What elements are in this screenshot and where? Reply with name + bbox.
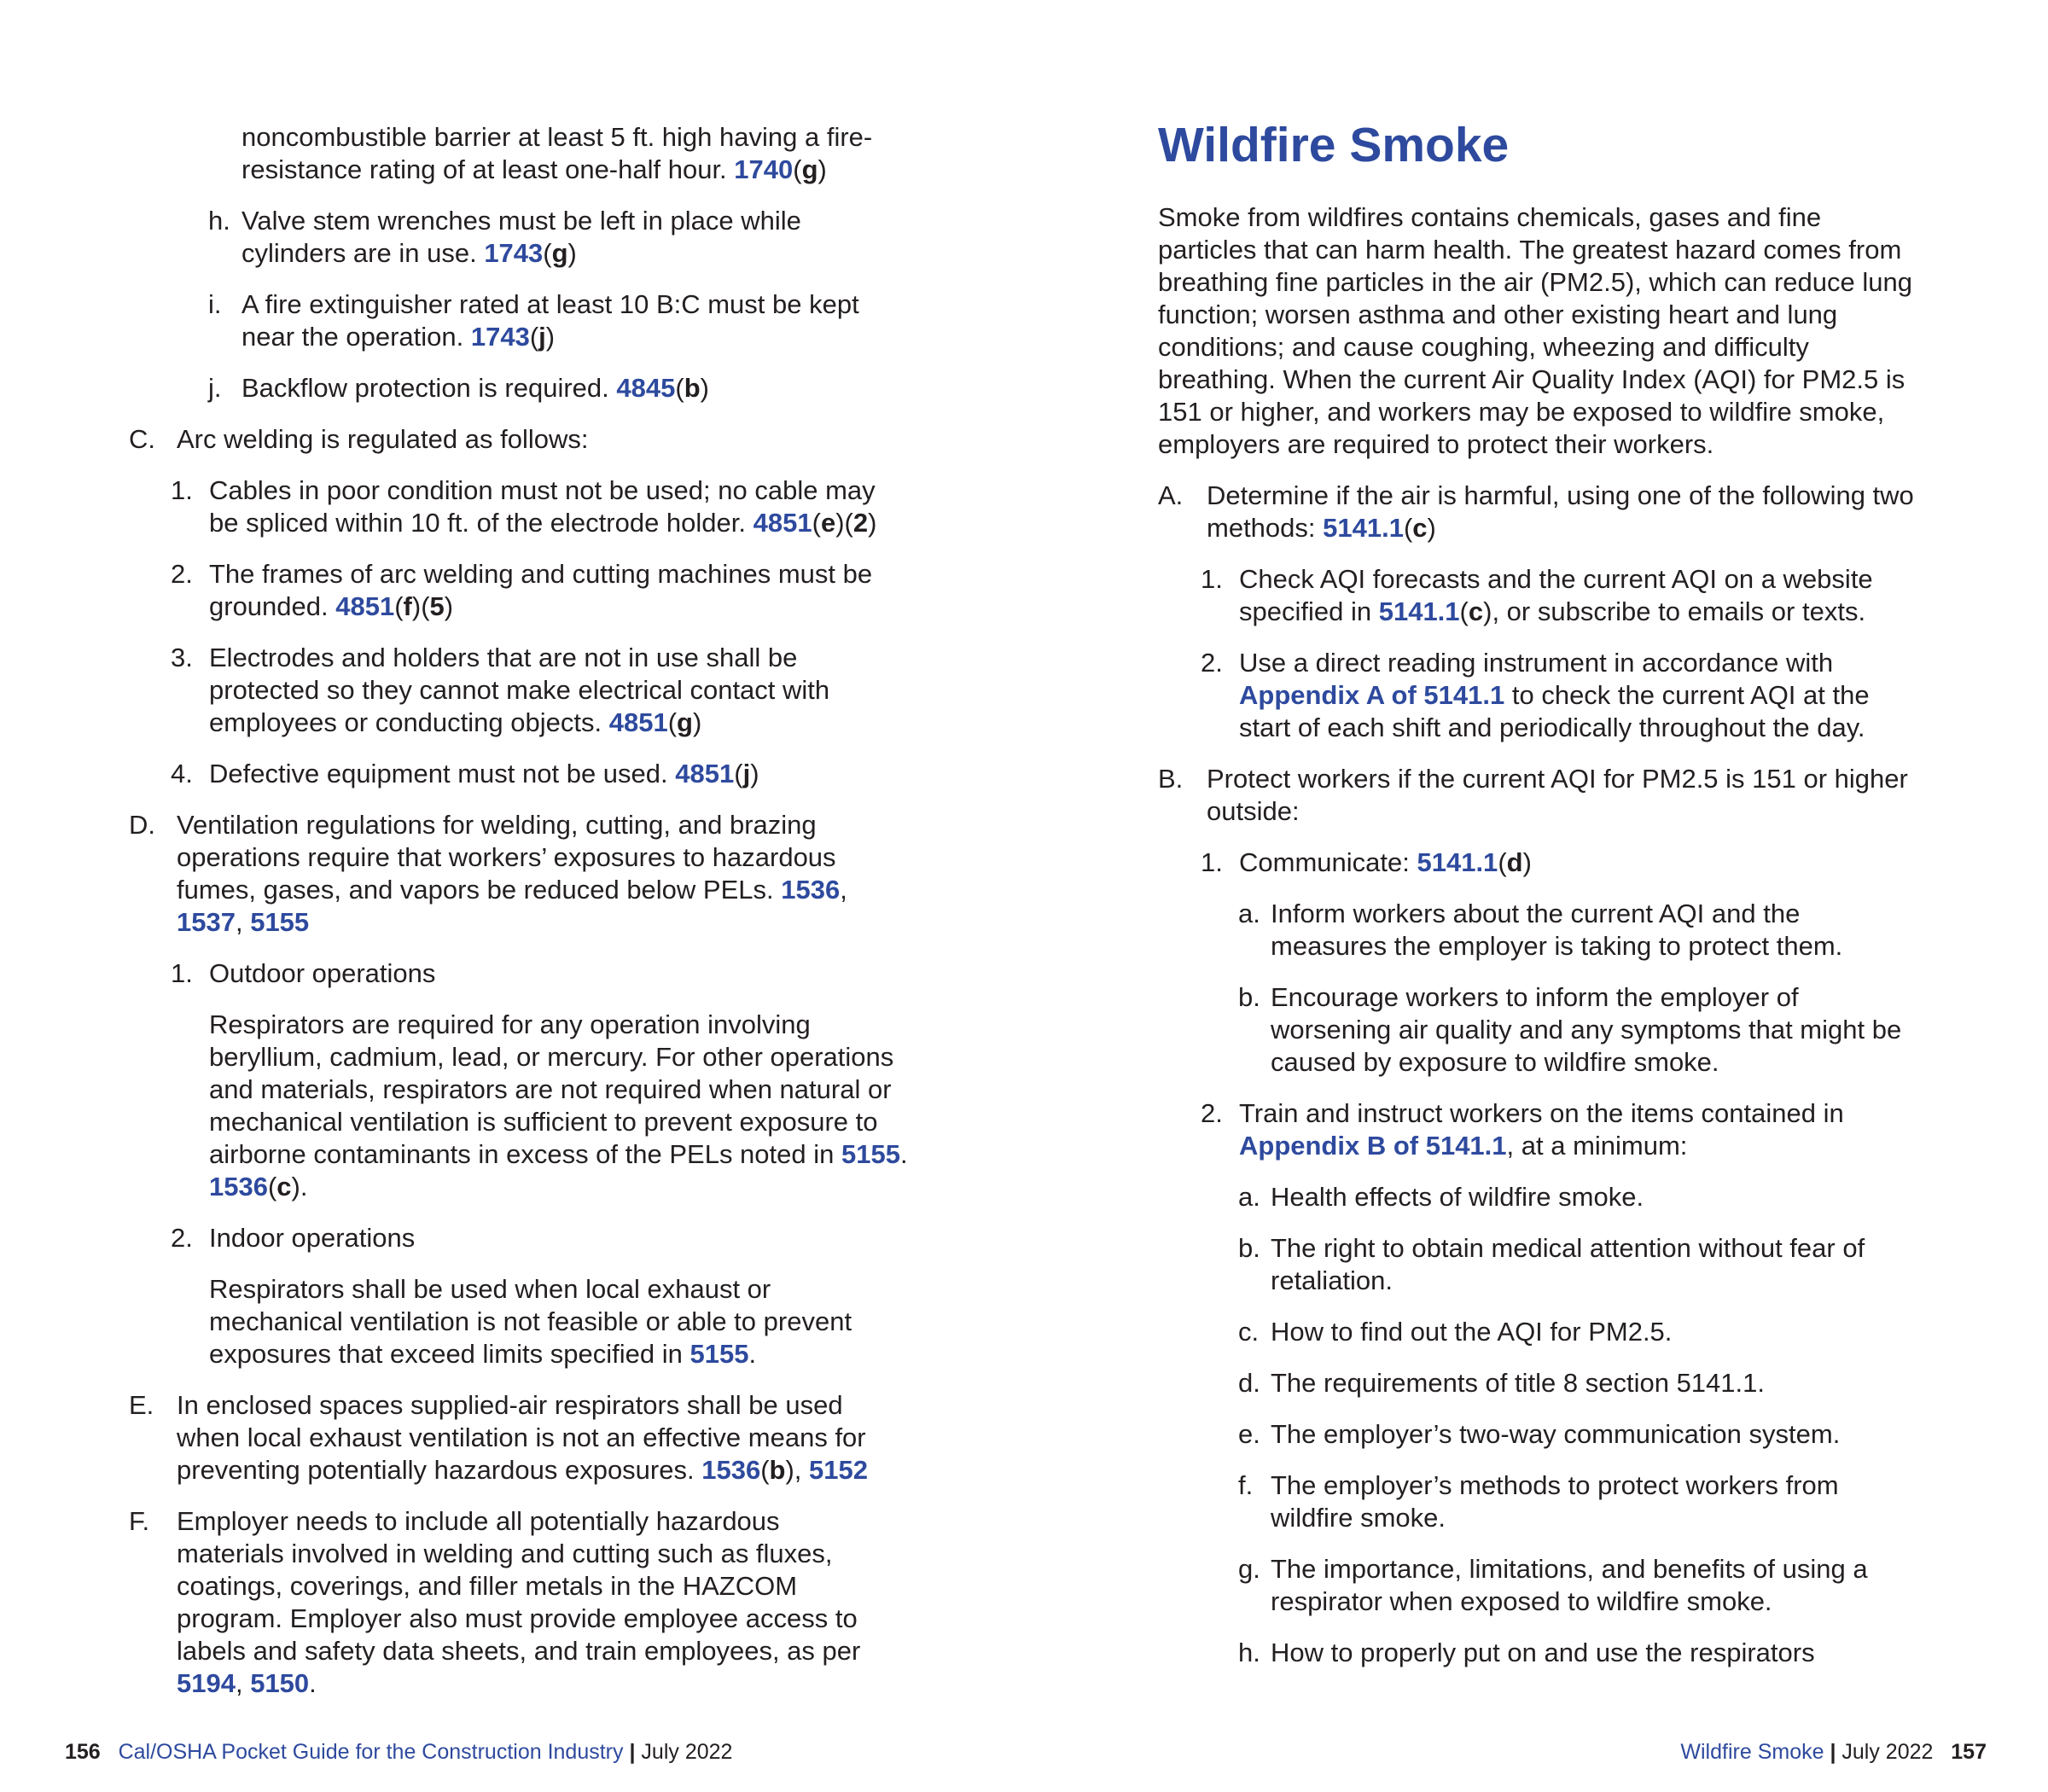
item-text: Valve stem wrenches must be left in place while cylinders are in use. (241, 206, 801, 268)
subsection-letter: g (551, 238, 568, 268)
item-text: noncombustible barrier at least 5 ft. high having a fire-resistance rating of at least one-half hour. (241, 122, 873, 184)
item-text: Health effects of wildfire smoke. (1271, 1182, 1644, 1212)
train-sub-f (1238, 1469, 1902, 1534)
section-ref-link[interactable]: 5155 (689, 1339, 749, 1369)
arc-item-2: 2. The frames of arc welding and cutting machines must be grounded. 4851(f)(5) (171, 559, 873, 621)
item-text: The importance, limitations, and benefits of using a respirator when exposed to wildfire smoke. (1271, 1554, 1868, 1616)
section-ref-link[interactable]: 5155 (841, 1139, 900, 1169)
item-text: Defective equipment must not be used. (209, 759, 668, 788)
item-label: 1. (1201, 564, 1223, 594)
item-label: i. (208, 289, 222, 319)
appendix-b-link[interactable]: Appendix B of 5141.1 (1239, 1131, 1507, 1161)
section-label: E. (129, 1390, 154, 1420)
section-ref-link[interactable]: 1537 (177, 907, 236, 937)
method-item-2 (1201, 647, 1913, 744)
footer-date: July 2022 (1841, 1740, 1934, 1764)
train-sub-b (1238, 1232, 1902, 1297)
section-ref-link[interactable]: 4845 (616, 373, 676, 403)
item-text: The employer’s two-way communication system. (1271, 1419, 1841, 1449)
subsection-letter: g (801, 154, 818, 184)
section-ref-link[interactable]: 5155 (250, 907, 310, 937)
item-label: c. (1238, 1317, 1260, 1347)
outdoor-operations-text: Respirators are required for any operation involving beryllium, cadmium, lead, or mercury. For other operations and materials, respirators are not required when natural or mechanical ventilation is sufficient to prevent exposure to airborne contaminants in excess of the PELs noted in 5155. 1536(c). (209, 1009, 908, 1201)
section-text: Ventilation regulations for welding, cutting, and brazing operations require that workers’ exposures to hazardous fumes, gases, and vapors be reduced below PELs. (177, 810, 836, 905)
item-label: 2. (1201, 1098, 1223, 1128)
item-label: 2. (171, 559, 193, 589)
section-text: Arc welding is regulated as follows: (177, 424, 589, 454)
section-b (1158, 763, 1932, 828)
section-ref-link[interactable]: 4851 (675, 759, 735, 788)
section-label: A. (1158, 480, 1184, 510)
section-d: D. Ventilation regulations for welding, cutting, and brazing operations require that workers’ exposures to hazardous fumes, gases, and vapors be reduced below PELs. 1536, 1537, 5155 (129, 810, 847, 937)
item-text: The requirements of title 8 section 5141.1. (1271, 1368, 1765, 1398)
item-label: j. (208, 373, 222, 403)
item-label: 2. (171, 1223, 193, 1253)
appendix-a-link[interactable]: Appendix A of 5141.1 (1239, 680, 1505, 710)
item-text: Electrodes and holders that are not in use shall be protected so they cannot make electrical contact with employees or conducting objects. (209, 643, 830, 737)
train-sub-e (1238, 1418, 1902, 1451)
subsection-letter: c (1412, 513, 1428, 543)
arc-item-1: 1. Cables in poor condition must not be used; no cable may be spliced within 10 ft. of the electrode holder. 4851(e)(2) (171, 475, 877, 538)
continued-item: noncombustible barrier at least 5 ft. high having a fire-resistance rating of at least one-half hour. 1740(g) (241, 122, 873, 184)
train-sub-d (1238, 1367, 1902, 1399)
footer-separator: | (1830, 1740, 1836, 1764)
section-f: F. Employer needs to include all potentially hazardous materials involved in welding and cutting such as fluxes, coatings, coverings, and filler metals in the HAZCOM program. Employer also must provide employee access to labels and safety data sheets, and train employees, as per 5194, 5150. (129, 1506, 861, 1698)
left-footer (65, 1739, 732, 1765)
section-ref-link[interactable]: 5150 (250, 1668, 310, 1698)
section-ref-link[interactable]: 1743 (484, 238, 544, 268)
item-label: b. (1238, 1233, 1260, 1263)
subsection-letter: e (820, 508, 836, 538)
section-ref-link[interactable]: 5141.1 (1417, 847, 1498, 877)
arc-item-4: 4. Defective equipment must not be used. 4851(j) (171, 759, 759, 788)
item-text: The right to obtain medical attention without fear of retaliation. (1271, 1233, 1865, 1295)
section-ref-link[interactable]: 4851 (753, 508, 812, 538)
section-ref-link[interactable]: 5141.1 (1378, 596, 1460, 626)
item-text: The employer’s methods to protect workers from wildfire smoke. (1271, 1470, 1839, 1533)
section-ref-link[interactable]: 1536 (209, 1172, 268, 1201)
item-text: to check the current AQI at the start of each shift and periodically throughout the day. (1239, 680, 1870, 742)
item-label: 1. (1201, 847, 1223, 877)
list-item-i: i. A fire extinguisher rated at least 10 B:C must be kept near the operation. 1743(j) (208, 289, 859, 352)
subsection-letter: j (742, 759, 751, 788)
train-sub-g (1238, 1553, 1902, 1618)
subsection-number: 2 (852, 508, 869, 538)
item-text: Train and instruct workers on the items contained in (1239, 1098, 1844, 1128)
item-text: Check AQI forecasts and the current AQI on a website specified in (1239, 564, 1873, 626)
indoor-operations-heading (171, 1222, 917, 1254)
item-label: b. (1238, 982, 1260, 1012)
section-label: C. (129, 424, 155, 454)
section-ref-link[interactable]: 1536 (701, 1455, 761, 1485)
page-number: 157 (1951, 1740, 1987, 1764)
item-label: a. (1238, 1182, 1260, 1212)
item-label: 1. (171, 958, 193, 988)
section-ref-link[interactable]: 5152 (809, 1455, 868, 1485)
intro-text: Smoke from wildfires contains chemicals, gases and fine particles that can harm health. The greatest hazard comes from breathing fine particles in the air (PM2.5), which can reduce lung function; worsen asthma and other existing heart and lung conditions; and cause coughing, wheezing and difficulty breathing. When the current Air Quality Index (AQI) for PM2.5 is 151 or higher, and workers may be exposed to wildfire smoke, employers are required to protect their workers. (1158, 202, 1912, 459)
subsection-letter: j (538, 322, 546, 352)
section-text: Employer needs to include all potentially hazardous materials involved in welding and cutting such as fluxes, coatings, coverings, and filler metals in the HAZCOM program. Employer also must provide employee access to labels and safety data sheets, and train employees, as per (177, 1506, 861, 1666)
page-number: 156 (65, 1740, 101, 1764)
item-label: 1. (171, 475, 193, 505)
section-c (129, 423, 919, 456)
item-text: Communicate: (1239, 847, 1410, 877)
item-label: h. (1238, 1638, 1260, 1667)
item-label: 3. (171, 643, 193, 672)
section-a: A. Determine if the air is harmful, using one of the following two methods: 5141.1(c) (1158, 480, 1914, 543)
subsection-letter: g (677, 707, 693, 737)
communicate-sub-b (1238, 981, 1919, 1079)
item-heading: Indoor operations (209, 1223, 416, 1253)
item-label: a. (1238, 899, 1260, 928)
footer-separator: | (629, 1740, 636, 1764)
item-text: , or subscribe to emails or texts. (1492, 596, 1866, 626)
section-ref-link[interactable]: 1740 (734, 154, 794, 184)
item-text: The frames of arc welding and cutting machines must be grounded. (209, 559, 873, 621)
subsection-letter: b (769, 1455, 786, 1485)
train-sub-a (1238, 1181, 1902, 1213)
item-label: 4. (171, 759, 193, 788)
section-ref-link[interactable]: 1536 (781, 875, 841, 905)
section-name: Wildfire Smoke (1680, 1740, 1824, 1764)
section-e: E. In enclosed spaces supplied-air respirators shall be used when local exhaust ventilation is not an effective means for preventing potentially hazardous exposures. 1536(b), 5152 (129, 1390, 868, 1485)
arc-item-3: 3. Electrodes and holders that are not in use shall be protected so they cannot make electrical contact with employees or conducting objects. 4851(g) (171, 643, 830, 737)
item-text: Use a direct reading instrument in accordance with (1239, 648, 1834, 678)
right-page (1024, 0, 2048, 1792)
method-item-1: 1. Check AQI forecasts and the current AQI on a website specified in 5141.1(c), or subscribe to emails or texts. (1201, 564, 1873, 626)
item-label: 2. (1201, 648, 1223, 678)
item-text: Encourage workers to inform the employer of worsening air quality and any symptoms that might be caused by exposure to wildfire smoke. (1271, 982, 1902, 1077)
subsection-number: 5 (429, 591, 445, 621)
item-label: d. (1238, 1368, 1260, 1398)
item-label: e. (1238, 1419, 1260, 1449)
right-footer (1680, 1739, 1987, 1765)
footer-date: July 2022 (641, 1740, 733, 1764)
train-sub-h (1238, 1637, 1902, 1669)
item-text: Respirators are required for any operation involving beryllium, cadmium, lead, or mercury. For other operations and materials, respirators are not required when natural or mechanical ventilation is sufficient to prevent exposure to airborne contaminants in excess of the PELs noted in (209, 1009, 894, 1169)
train-sub-c (1238, 1316, 1902, 1348)
subsection-letter: b (684, 373, 701, 403)
item-label: h. (208, 206, 230, 236)
item-text: , at a minimum: (1506, 1131, 1688, 1161)
section-ref-link[interactable]: 5141.1 (1323, 513, 1404, 543)
section-text: In enclosed spaces supplied-air respirators shall be used when local exhaust ventilation is not an effective means for preventing potentially hazardous exposures. (177, 1390, 866, 1485)
outdoor-operations-heading (171, 957, 917, 990)
subsection-letter: d (1506, 847, 1523, 877)
list-item-h: h. Valve stem wrenches must be left in place while cylinders are in use. 1743(g) (208, 206, 801, 268)
left-column (0, 121, 1024, 1719)
intro-paragraph (1158, 201, 1926, 461)
section-label: B. (1158, 764, 1184, 794)
item-text: How to properly put on and use the respirators (1271, 1638, 1815, 1667)
section-text: Protect workers if the current AQI for PM2.5 is 151 or higher outside: (1207, 764, 1908, 826)
item-text: Respirators shall be used when local exhaust or mechanical ventilation is not feasible or able to prevent exposures that exceed limits specified in (209, 1274, 852, 1369)
train-item (1201, 1097, 1913, 1162)
section-ref-link[interactable]: 1743 (470, 322, 530, 352)
item-heading: Outdoor operations (209, 958, 436, 988)
item-label: f. (1238, 1470, 1254, 1500)
indoor-operations-text: Respirators shall be used when local exhaust or mechanical ventilation is not feasible or able to prevent exposures that exceed limits specified in 5155. (209, 1274, 852, 1369)
communicate-item: 1. Communicate: 5141.1(d) (1201, 847, 1532, 877)
section-text: Determine if the air is harmful, using one of the following two methods: (1207, 480, 1914, 543)
right-column (1024, 201, 2048, 1688)
list-item-j: j. Backflow protection is required. 4845(b) (208, 373, 709, 403)
item-text: Inform workers about the current AQI and the measures the employer is taking to protect them. (1271, 899, 1843, 961)
item-label: g. (1238, 1554, 1260, 1584)
section-ref-link[interactable]: 4851 (335, 591, 395, 621)
section-ref-link[interactable]: 5194 (177, 1668, 236, 1698)
section-label: D. (129, 810, 155, 840)
subsection-letter: f (403, 591, 412, 621)
section-ref-link[interactable]: 4851 (608, 707, 668, 737)
communicate-sub-a (1238, 898, 1919, 963)
item-text: Cables in poor condition must not be used; no cable may be spliced within 10 ft. of the electrode holder. (209, 475, 876, 538)
item-text: A fire extinguisher rated at least 10 B:C must be kept near the operation. (241, 289, 859, 352)
subsection-letter: c (276, 1172, 292, 1201)
item-text: How to find out the AQI for PM2.5. (1271, 1317, 1673, 1347)
page-title: Wildfire Smoke (1158, 118, 1510, 172)
section-label: F. (129, 1506, 150, 1536)
item-text: Backflow protection is required. (241, 373, 609, 403)
subsection-letter: c (1468, 596, 1484, 626)
guide-title: Cal/OSHA Pocket Guide for the Construction Industry (118, 1740, 624, 1764)
